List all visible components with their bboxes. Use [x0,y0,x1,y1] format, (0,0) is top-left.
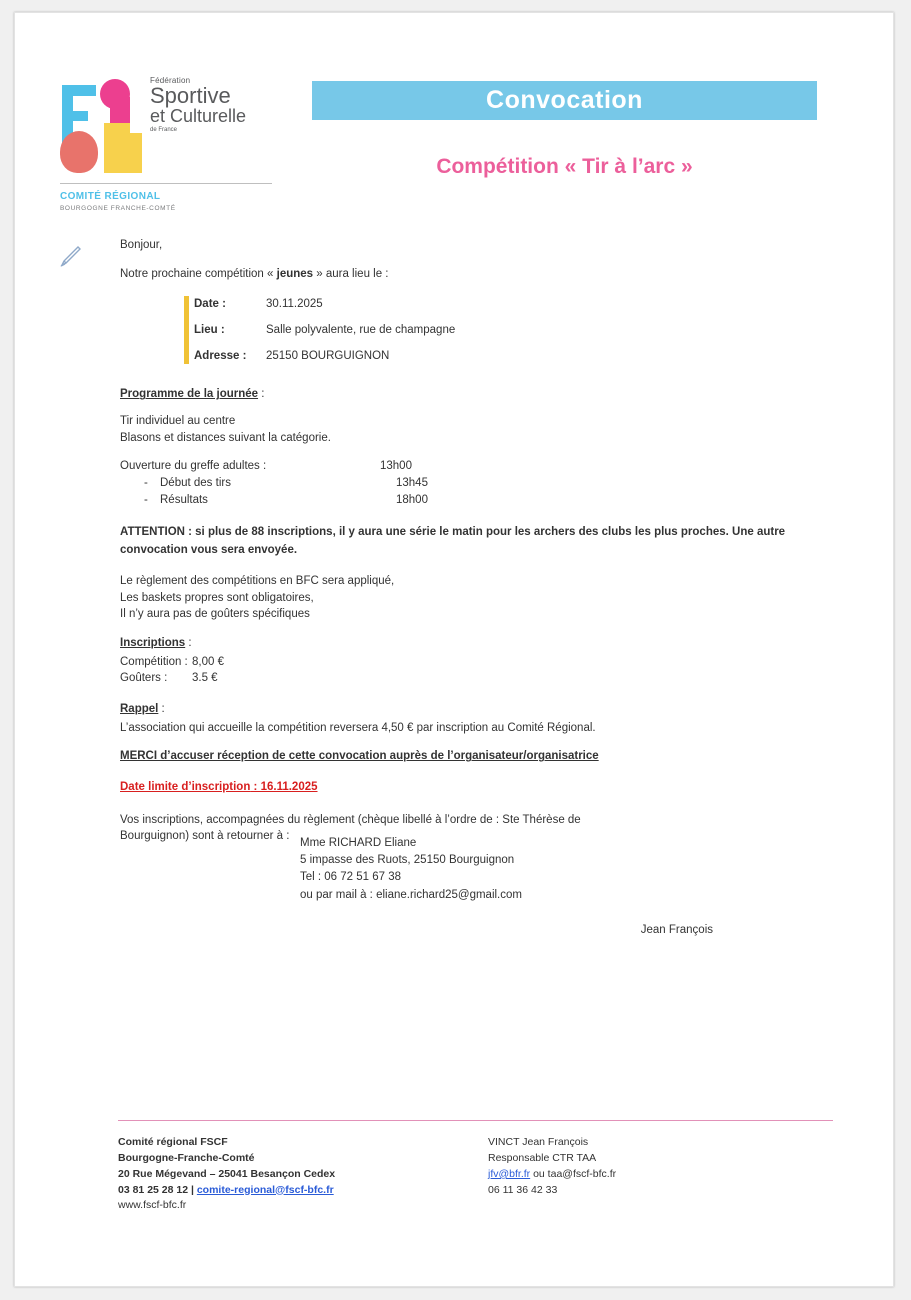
logo-france-text: de France [150,127,178,133]
price-value-competition: 8,00 € [192,655,224,668]
attention-notice: ATTENTION : si plus de 88 inscriptions, il y aura une série le matin pour les archers des clubs les plus proches. Une autre convocation vous sera envoyée. [120,526,786,556]
recipient-line-2: 5 impasse des Ruots, 25150 Bourguignon [300,854,515,867]
schedule-row [120,492,833,509]
programme-line-1: Tir individuel au centre [120,415,236,428]
payment-line-1: Vos inscriptions, accompagnées du règlement (chèque libellé à l’ordre de : Ste Thérèse de [120,813,581,826]
schedule-time-0: 13h00 [380,460,412,473]
footer-columns [118,1135,833,1214]
schedule-label-1: Début des tirs [160,477,231,490]
logo-wordmark [150,77,246,133]
detail-accent-bar [184,296,189,364]
recipient-line-1: Mme RICHARD Eliane [300,836,417,849]
rule-line-3: Il n’y aura pas de goûters spécifiques [120,608,310,621]
schedule-time-1: 13h45 [396,477,428,490]
footer-contact-role: Responsable CTR TAA [488,1152,597,1164]
schedule-dash-2: - [144,493,148,506]
deadline-label: Date limite d’inscription [120,780,251,793]
recipient-line-3: Tel : 06 72 51 67 38 [300,871,402,884]
deadline-notice [120,779,833,796]
footer-phone: 03 81 25 28 12 | [118,1183,197,1196]
programme-heading-colon: : [258,388,265,401]
footer-contact-email-rest: ou taa@fscf-bfc.fr [530,1167,617,1180]
fscf-logo [58,71,273,212]
footer-website: www.fscf-bfc.fr [118,1199,187,1212]
recipient-address [120,835,833,904]
document-content [15,13,893,1286]
rappel-heading [120,701,833,718]
price-label-competition: Compétition : [120,655,188,668]
programme-lines [120,413,833,446]
convocation-banner: Convocation [312,81,817,120]
price-row [120,654,833,671]
document-footer [118,1120,833,1214]
logo-shape-red-blob [60,131,98,173]
footer-left-column [118,1135,488,1214]
intro-line [120,266,833,283]
logo-sportive-text: Sportive [150,83,231,108]
deadline-value: : 16.11.2025 [250,780,318,793]
logo-shape-yellow-block [104,133,142,173]
inscriptions-heading-colon: : [185,636,192,649]
schedule-row [120,475,833,492]
price-row [120,670,833,687]
logo-shape-f-arm-top [62,85,96,96]
rules-list [120,573,833,623]
logo-federation-text: Fédération [150,76,191,85]
schedule-label-2: Résultats [160,493,208,506]
detail-label-adresse: Adresse : [194,349,247,362]
footer-divider [118,1120,833,1121]
footer-right-column [488,1135,833,1214]
rappel-heading-colon: : [158,702,165,715]
rappel-heading-text: Rappel [120,702,159,715]
programme-line-2: Blasons et distances suivant la catégorie. [120,431,331,444]
logo-marks [58,71,273,212]
programme-heading [120,386,833,403]
pen-icon [58,243,84,269]
intro-before: Notre prochaine compétition « [120,267,277,280]
footer-org-name: Comité régional FSCF [118,1136,228,1149]
schedule-label-0: Ouverture du greffe adultes : [120,460,267,473]
detail-value-date: 30.11.2025 [266,298,323,311]
footer-contact-name: VINCT Jean François [488,1136,589,1149]
document-header [50,43,833,233]
footer-contact-email-link[interactable]: jfv@bfr.fr [488,1167,531,1180]
recipient-line-4: ou par mail à : eliane.richard25@gmail.com [300,888,522,901]
logo-divider [60,183,272,184]
footer-contact-phone: 06 11 36 42 33 [488,1183,558,1196]
logo-shape-f-arm-mid [62,111,88,121]
greeting: Bonjour, [120,239,163,251]
logo-region-text: BOURGOGNE FRANCHE-COMTÉ [60,205,176,212]
schedule-time-2: 18h00 [396,493,428,506]
intro-bold: jeunes [276,267,314,280]
logo-culturelle-text: et Culturelle [150,106,247,126]
rappel-text: L’association qui accueille la compétition reversera 4,50 € par inscription au Comité Régional. [120,721,596,734]
footer-phone-email-row [118,1183,488,1199]
detail-row [148,322,833,339]
programme-heading-text: Programme de la journée [120,388,259,401]
rule-line-1: Le règlement des compétitions en BFC sera appliqué, [120,574,395,587]
footer-org-region: Bourgogne-Franche-Comté [118,1152,255,1164]
footer-email-link[interactable]: comite-regional@fscf-bfc.fr [196,1183,334,1196]
payment-line-2: Bourguignon) sont à retourner à : [120,830,290,843]
detail-row [148,296,833,313]
price-value-gouters: 3.5 € [192,672,218,685]
signature: Jean François [640,923,713,936]
schedule-dash-1: - [144,477,148,490]
detail-row [148,348,833,365]
price-label-gouters: Goûters : [120,672,168,685]
event-details [120,296,833,364]
price-list [120,654,833,687]
logo-shape-yellow-arm [104,123,130,133]
rule-line-2: Les baskets propres sont obligatoires, [120,591,314,604]
detail-label-date: Date : [194,298,226,311]
merci-notice: MERCI d’accuser réception de cette convocation auprès de l’organisateur/organisatrice [120,750,599,763]
footer-org-address: 20 Rue Mégevand – 25041 Besançon Cedex [118,1167,336,1180]
detail-label-lieu: Lieu : [194,324,225,337]
logo-comite-regional-text: COMITÉ RÉGIONAL [60,191,161,202]
detail-value-adresse: 25150 BOURGUIGNON [266,349,390,362]
detail-value-lieu: Salle polyvalente, rue de champagne [266,324,456,337]
schedule-list [120,458,833,508]
inscriptions-heading-text: Inscriptions [120,636,186,649]
document-page [14,12,894,1287]
inscriptions-heading [120,635,833,652]
intro-after: » aura lieu le : [313,267,389,280]
schedule-row [120,458,833,475]
footer-contact-email-row [488,1167,833,1183]
letter-body [50,237,833,939]
competition-title: Compétition « Tir à l’arc » [436,155,693,178]
